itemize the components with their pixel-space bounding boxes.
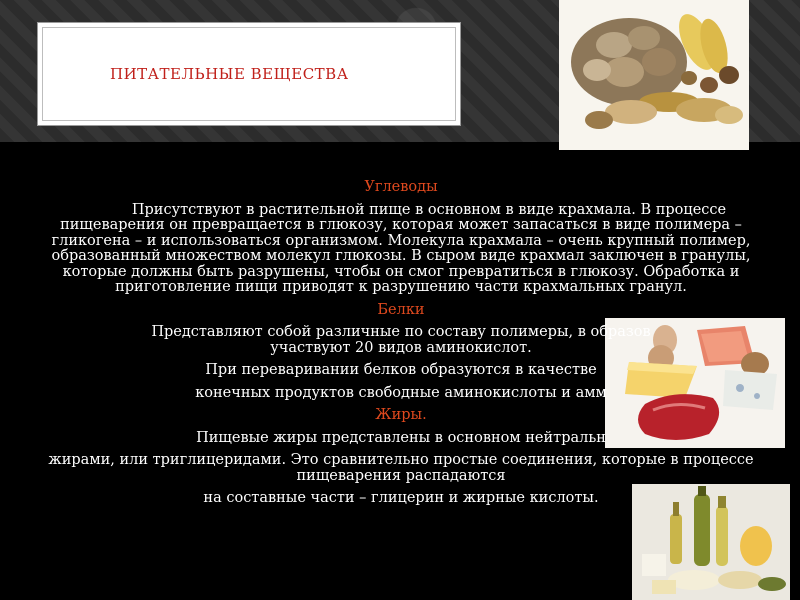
slide-body [42,180,760,507]
title-box [37,22,461,126]
bread-nuts-illustration [559,0,749,150]
proteins-text-1: Представляют собой различные по составу полимеры, в образов [151,324,651,340]
fats-heading: Жиры. [375,407,427,423]
proteins-text-4: конечных продуктов свободные аминокислоты и амм [195,384,607,401]
fats-text-1: Пищевые жиры представлены в основном нейтральн [196,429,606,446]
proteins-text-2: участвуют 20 видов аминокислот. [270,339,532,356]
proteins-text-3: При переваривании белков образуются в качестве [205,362,597,378]
bread-nuts-photo [559,0,749,150]
carbs-heading: Углеводы [364,179,438,195]
fats-text-2: жирами, или триглицеридами. Это сравнительно простые соединения, которые в процессе пищеварения распадаются [48,452,754,484]
fats-text-3: на составные части – глицерин и жирные кислоты. [203,490,599,506]
proteins-heading: Белки [377,301,425,318]
slide-title: ПИТАТЕЛЬНЫЕ ВЕЩЕСТВА [110,65,349,83]
carbs-text: Присутствуют в растительной пище в основном в виде крахмала. В процессе пищеварения он превращается в глюкозу, которая может запасаться в виде полимера – гликогена – и использоваться организмом. Молекула крахмала – очень крупный полимер, образованный множеством молекул глюкозы. В сыром виде крахмал заключен в гранулы, которые должны быть разрушены, чтобы он смог превратиться в глюкозу. Обработка и приготовление пищи приводят к разрушению части крахмальных гранул. [51,201,751,295]
title-box-inner-border [42,27,456,121]
